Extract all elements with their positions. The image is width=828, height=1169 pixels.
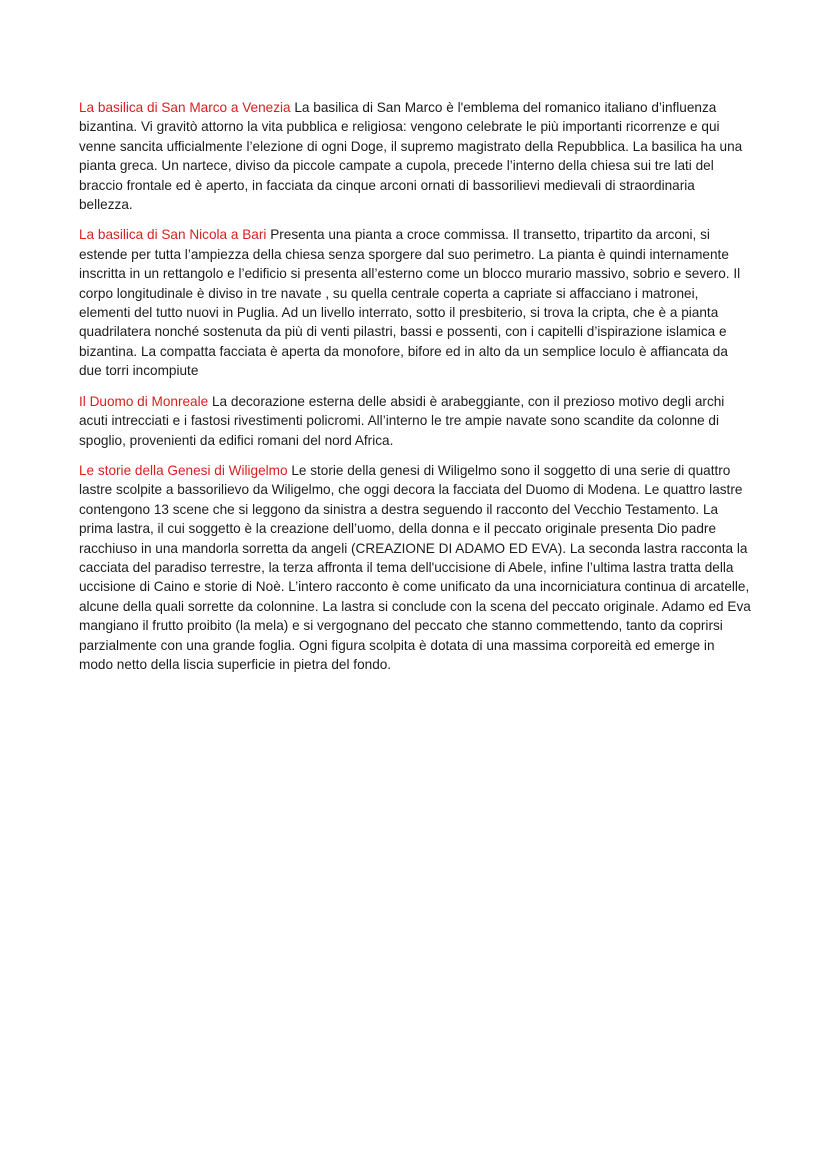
section-heading: Il Duomo di Monreale: [79, 393, 209, 409]
section-heading: La basilica di San Nicola a Bari: [79, 227, 267, 243]
section-san-marco: [79, 98, 751, 214]
section-heading: La basilica di San Marco a Venezia: [79, 100, 291, 115]
section-body: Le storie della genesi di Wiligelmo sono il soggetto di una serie di quattro lastre scolpite a bassorilievo da Wiligelmo, che oggi decora la facciata del Duomo di Modena. Le quattro lastre contengono 13 scene che si leggono da sinistra a destra seguendo il racconto del Vecchio Testamento. La prima lastra, il cui soggetto è la creazione dell’uomo, della donna e il peccato originale presenta Dio padre racchiuso in una mandorla sorretta da angeli (CREAZIONE DI ADAMO ED EVA). La seconda lastra racconta la cacciata del paradiso terrestre, la terza affronta il tema dell'uccisione di Abele, infine l’ultima lastra tratta della uccisione di Caino e storie di Noè. L’intero racconto è come unificato da una incorniciatura continua di arcatelle, alcune della quali sorrette da colonnine. La lastra si conclude con la scena del peccato originale. Adamo ed Eva mangiano il frutto proibito (la mela) e si vergognano del peccato che stanno commettendo, tanto da coprirsi parzialmente con una grande foglia. Ogni figura scolpita è dotata di una massima corporeità ed emerge in modo netto della liscia superficie in pietra del fondo.: [79, 462, 751, 672]
document-body: [79, 98, 751, 685]
section-san-nicola: [79, 225, 751, 380]
section-heading: Le storie della Genesi di Wiligelmo: [79, 462, 288, 478]
section-body: Presenta una pianta a croce commissa. Il transetto, tripartito da arconi, si estende per tutta l’ampiezza della chiesa senza sporgere dal suo perimetro. La pianta è quindi internamente inscritta in un rettangolo e l’edificio si presenta all’esterno come un blocco murario massivo, sobrio e severo. Il corpo longitudinale è diviso in tre navate , su quella centrale coperta a capriate si affacciano i matronei, elementi del tutto nuovi in Puglia. Ad un livello interrato, sotto il presbiterio, si trova la cripta, che è a pianta quadrilatera nonché sostenuta da più di venti pilastri, bassi e possenti, con i capitelli d’ispirazione islamica e bizantina. La compatta facciata è aperta da monofore, bifore ed in alto da un semplice loculo è affiancata da due torri incompiute: [79, 227, 741, 379]
section-monreale: [79, 392, 751, 450]
section-body: La decorazione esterna delle absidi è arabeggiante, con il prezioso motivo degli archi acuti intrecciati e i fastosi rivestimenti policromi. All’interno le tre ampie navate sono scandite da colonne di spoglio, provenienti da edifici romani del nord Africa.: [79, 393, 725, 448]
section-body: La basilica di San Marco è l'emblema del romanico italiano d’influenza bizantina. Vi gravitò attorno la vita pubblica e religiosa: vengono celebrate le più importanti ricorrenze e qui venne sancita ufficialmente l’elezione di ogni Doge, il supremo magistrato della Repubblica. La basilica ha una pianta greca. Un nartece, diviso da piccole campate a cupola, precede l’interno della chiesa sui tre lati del braccio frontale ed è aperto, in facciata da cinque arconi ornati di bassorilievi medievali di straordinaria bellezza.: [79, 100, 743, 213]
section-wiligelmo: [79, 461, 751, 674]
